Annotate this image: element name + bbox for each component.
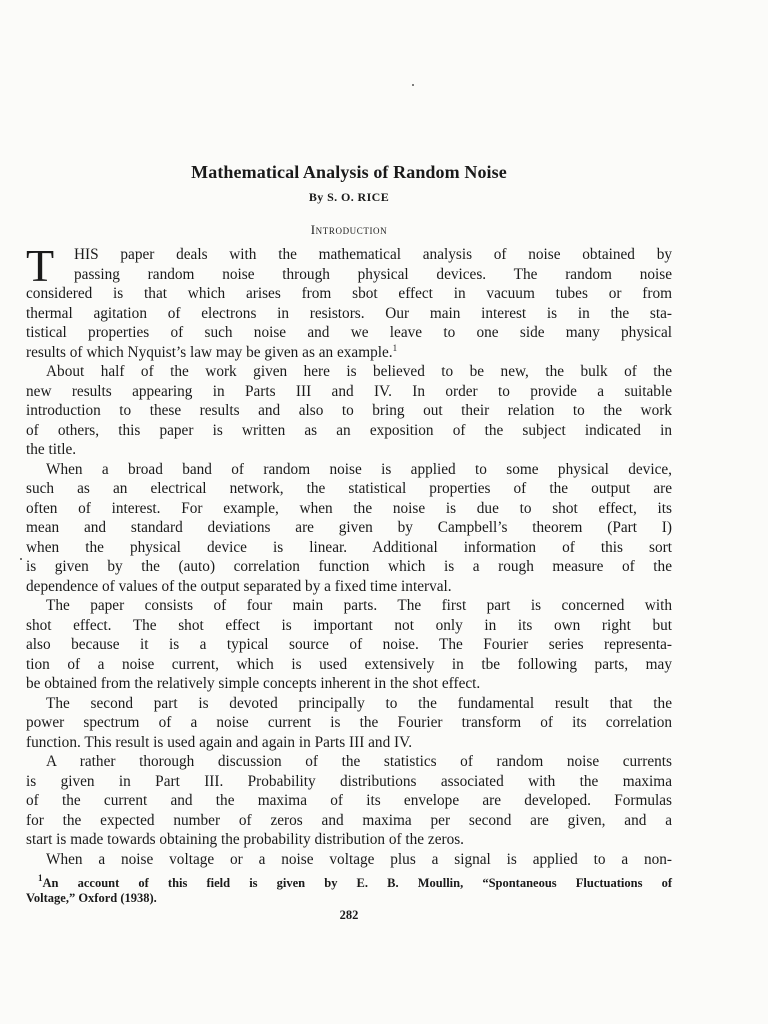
body-line: of others, this paper is written as an exposition of the subject indicated in: [26, 421, 672, 439]
page-number: 282: [339, 908, 359, 922]
body-line: When a broad band of random noise is applied to some physical device,: [46, 460, 672, 478]
body-line: often of interest. For example, when the noise is due to shot effect, its: [26, 499, 672, 517]
body-line: When a noise voltage or a noise voltage plus a signal is applied to a non-: [46, 850, 672, 868]
body-line: such as an electrical network, the statistical properties of the output are: [26, 480, 672, 497]
body-line: for the expected number of zeros and maxima per second are given, and a: [26, 811, 672, 829]
body-line: The paper consists of four main parts. The first part is concerned with: [46, 597, 672, 614]
body-line: tion of a noise current, which is used extensively in tbe following parts, may: [26, 655, 672, 673]
document-page: [26, 0, 672, 1024]
body-line: thermal agitation of electrons in resistors. Our main interest is in the sta-: [26, 304, 672, 322]
body-line: is given in Part III. Probability distributions associated with the maxima: [26, 772, 672, 790]
body-line: also because it is a typical source of noise. The Fourier series representa-: [26, 636, 672, 653]
footnote: [26, 873, 672, 906]
body-line: tistical properties of such noise and we leave to one side many physical: [26, 324, 672, 341]
body-line: is given by the (auto) correlation function which is a rough measure of the: [26, 558, 672, 575]
body-line: be obtained from the relatively simple concepts inherent in the shot effect.: [26, 675, 481, 692]
footnote-line: $^1$An account of this field is given by E. B. Moullin, “Spontaneous Fluctuations of: [38, 873, 672, 890]
paper-title: Mathematical Analysis of Random Noise: [191, 162, 507, 182]
body-line: considered is that which arises from sbot effect in vacuum tubes or from: [26, 285, 672, 302]
paper-author: By S. O. RICE: [308, 190, 390, 204]
body-line: A rather thorough discussion of the statistics of random noise currents: [46, 753, 672, 770]
body-text: [26, 240, 672, 869]
body-line: new results appearing in Parts III and IV. In order to provide a suitable: [26, 382, 672, 400]
footnote-line: Voltage,” Oxford (1938).: [26, 891, 157, 905]
body-line: start is made towards obtaining the probability distribution of the zeros.: [26, 831, 465, 848]
body-line: function. This result is used again and again in Parts III and IV.: [26, 733, 413, 751]
body-line: About half of the work given here is believed to be new, the bulk of the: [46, 363, 672, 380]
body-line: results of which Nyquist’s law may be given as an example.$^1$: [26, 342, 398, 361]
body-line: HIS paper deals with the mathematical analysis of noise obtained by: [74, 246, 672, 263]
body-line: mean and standard deviations are given by Campbell’s theorem (Part I): [26, 519, 672, 536]
body-line: introduction to these results and also to bring out their relation to the work: [26, 402, 672, 419]
body-line: the title.: [26, 441, 77, 458]
body-line: passing random noise through physical devices. The random noise: [74, 265, 672, 283]
footnote-marker: 1: [38, 873, 43, 883]
body-line: The second part is devoted principally to the fundamental result that the: [46, 694, 672, 712]
drop-cap: T: [26, 240, 55, 291]
body-line: power spectrum of a noise current is the Fourier transform of its correlation: [26, 714, 672, 731]
scan-speck: [20, 558, 22, 560]
footnote-ref: 1: [392, 342, 398, 353]
body-line: shot effect. The shot effect is important not only in its own right but: [26, 616, 672, 634]
section-heading: Introduction: [310, 222, 388, 237]
body-line: dependence of values of the output separated by a fixed time interval.: [26, 577, 452, 595]
body-line: of the current and the maxima of its envelope are developed. Formulas: [26, 792, 672, 809]
body-line: when the physical device is linear. Additional information of this sort: [26, 538, 672, 556]
